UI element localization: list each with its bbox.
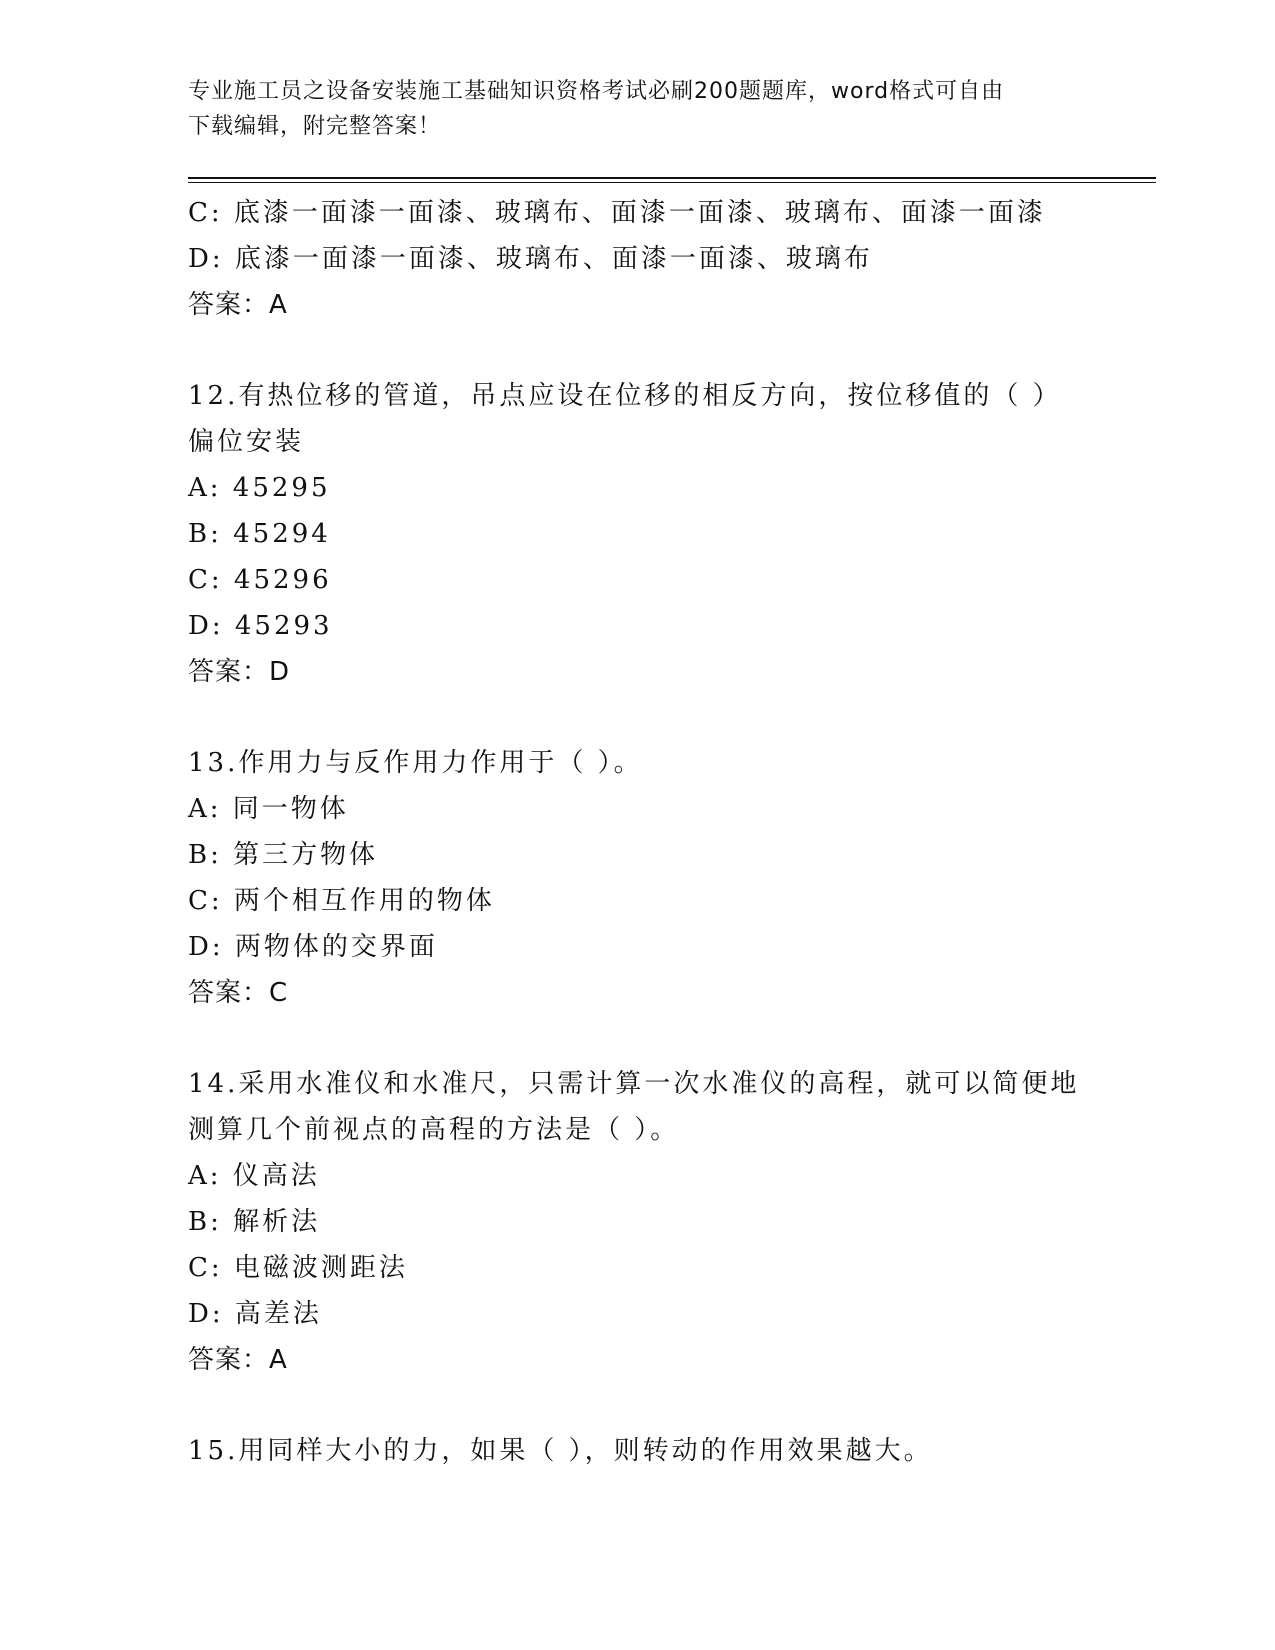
option-c: C: 两个相互作用的物体 [188, 886, 495, 916]
option-b: B: 解析法 [188, 1207, 321, 1237]
option-c: C: 电磁波测距法 [188, 1253, 408, 1283]
option-c: C: 底漆一面漆一面漆、玻璃布、面漆一面漆、玻璃布、面漆一面漆 [188, 198, 1046, 228]
question-stem-line: 12.有热位移的管道，吊点应设在位移的相反方向，按位移值的（ ） [188, 381, 1062, 411]
option-a: A: 同一物体 [188, 794, 349, 824]
header-title-line-2: 下载编辑，附完整答案！ [188, 114, 442, 139]
answer-line: 答案：D [188, 657, 291, 687]
question-stem-line: 测算几个前视点的高程的方法是（ ）。 [188, 1115, 680, 1145]
option-a: A: 45295 [188, 473, 331, 503]
option-b: B: 45294 [188, 519, 331, 549]
header-divider-thick [188, 177, 1156, 179]
question-11-continued [188, 190, 1128, 328]
option-d: D: 高差法 [188, 1299, 322, 1329]
question-14 [188, 1061, 1128, 1383]
answer-line: 答案：A [188, 1345, 288, 1375]
answer-line: 答案：A [188, 290, 288, 320]
question-stem-line: 14.采用水准仪和水准尺，只需计算一次水准仪的高程，就可以简便地 [188, 1069, 1080, 1099]
question-content [188, 190, 1128, 1474]
header-title-line-1: 专业施工员之设备安装施工基础知识资格考试必刷200题题库，word格式可自由 [188, 79, 1005, 104]
question-13 [188, 740, 1128, 1016]
question-12 [188, 373, 1128, 695]
option-a: A: 仪高法 [188, 1161, 320, 1191]
document-header [188, 74, 1068, 144]
option-c: C: 45296 [188, 565, 332, 595]
answer-line: 答案：C [188, 978, 289, 1008]
question-stem-line: 13.作用力与反作用力作用于（ ）。 [188, 748, 643, 778]
option-b: B: 第三方物体 [188, 840, 379, 870]
header-divider-thin [188, 182, 1156, 183]
option-d: D: 底漆一面漆一面漆、玻璃布、面漆一面漆、玻璃布 [188, 244, 873, 274]
option-d: D: 两物体的交界面 [188, 932, 438, 962]
question-15 [188, 1428, 1128, 1474]
option-d: D: 45293 [188, 611, 333, 641]
question-stem-line: 偏位安装 [188, 427, 305, 457]
question-stem-line: 15.用同样大小的力，如果（ ），则转动的作用效果越大。 [188, 1436, 933, 1466]
